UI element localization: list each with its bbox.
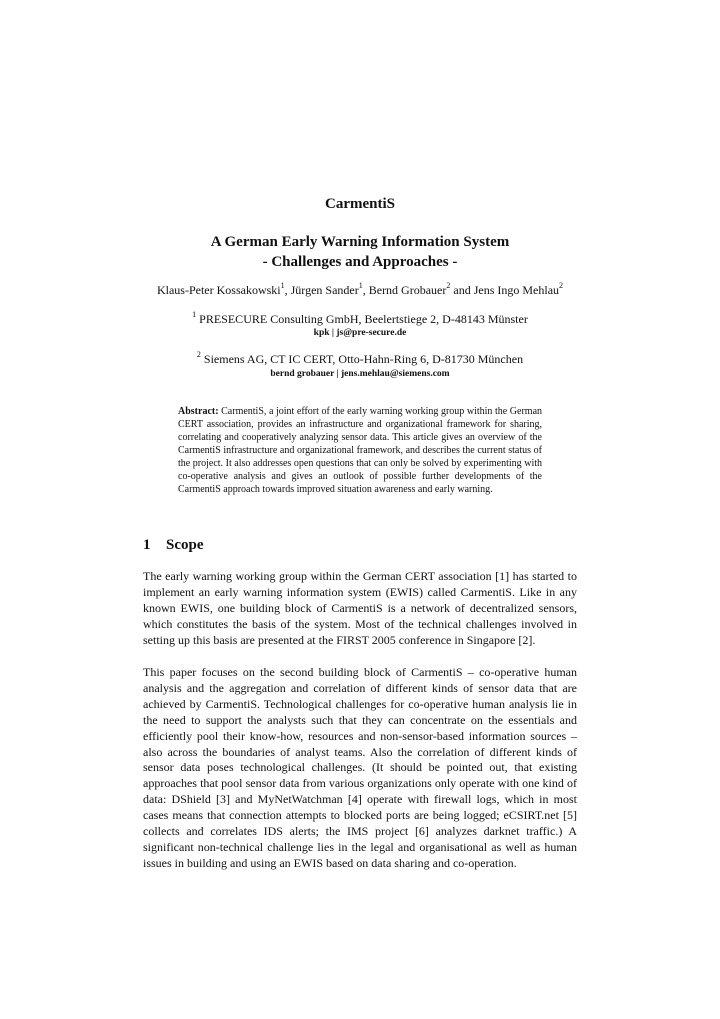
affiliation-2-emails: bernd grobauer | jens.mehlau@siemens.com bbox=[270, 369, 450, 379]
author-affiliation-marker: 1 bbox=[358, 281, 363, 290]
author-separator: and bbox=[450, 283, 474, 297]
body-paragraph: This paper focuses on the second building block of CarmentiS – co-operative human analysis and the aggregation and correlation of different kinds of sensor data that are achieved by CarmentiS. Technological challenges for co-operative human analysis lie in the need to support the analysts such that they can concentrate on the essentials and efficiently pool their know-how, resources and non-sensor-based information sources – also across the boundaries of analyst teams. Also the correlation of different kinds of sensor data poses technological challenges. (It should be pointed out, that existing approaches that pool sensor data from various organizations only operate with one kind of data: DShield [3] and MyNetWatchman [4] operate with firewall logs, which in most cases means that connection attempts to blocked ports are being logged; eCSIRT.net [5] collects and correlates IDS alerts; the IMS project [6] analyzes darknet traffic.) A significant non-technical challenge lies in the legal and organisational as well as human issues in building and using an EWIS based on data sharing and co-operation. bbox=[143, 665, 577, 870]
affiliation-2 bbox=[0, 352, 720, 367]
author-separator: , bbox=[284, 283, 291, 297]
author-affiliation-marker: 2 bbox=[446, 281, 451, 290]
author-name: Bernd Grobauer bbox=[368, 283, 447, 297]
section-title: Scope bbox=[166, 537, 204, 553]
author-name: Jens Ingo Mehlau bbox=[473, 283, 560, 297]
author-name: Jürgen Sander bbox=[290, 283, 359, 297]
affiliation-text: PRESECURE Consulting GmbH, Beelertstiege 2, D-48143 Münster bbox=[199, 312, 528, 326]
affiliation-1-emails: kpk | js@pre-secure.de bbox=[313, 328, 407, 338]
author-list bbox=[0, 283, 720, 298]
author-affiliation-marker: 2 bbox=[559, 281, 564, 290]
paper-short-title: CarmentiS bbox=[325, 196, 395, 212]
abstract bbox=[178, 405, 542, 496]
paper-main-title bbox=[0, 232, 720, 272]
affiliation-marker: 2 bbox=[196, 350, 201, 359]
author-name: Klaus-Peter Kossakowski bbox=[156, 283, 281, 297]
affiliation-marker: 1 bbox=[192, 310, 197, 319]
affiliation-1 bbox=[0, 312, 720, 327]
affiliation-text: Siemens AG, CT IC CERT, Otto-Hahn-Ring 6, D-81730 München bbox=[203, 352, 524, 366]
section-number: 1 bbox=[143, 537, 151, 553]
abstract-text: CarmentiS, a joint effort of the early warning working group within the German CERT association, provides an infrastructure and organizational framework for sharing, correlating and cooperatively analyzing sensor data. This article gives an overview of the CarmentiS infrastructure and organizational framework, and describes the current status of the project. It also addresses open questions that can only be solved by experimenting with co-operative analysis and gives an outlook of possible further developments of the CarmentiS approach towards improved situation awareness and early warning. bbox=[178, 406, 543, 495]
main-title-line-2: - Challenges and Approaches - bbox=[262, 254, 458, 270]
author-separator: , bbox=[362, 283, 369, 297]
abstract-label: Abstract: bbox=[178, 406, 219, 417]
body-paragraph: The early warning working group within the German CERT association [1] has started to implement an early warning information system (EWIS) called CarmentiS. Like in any known EWIS, one building block of CarmentiS is a network of decentralized sensors, which constitutes the basis of the system. Most of the technical challenges involved in setting up this basis are presented at the FIRST 2005 conference in Singapore [2]. bbox=[143, 569, 577, 647]
author-affiliation-marker: 1 bbox=[280, 281, 285, 290]
main-title-line-1: A German Early Warning Information System bbox=[210, 234, 510, 250]
section-heading bbox=[143, 537, 204, 554]
